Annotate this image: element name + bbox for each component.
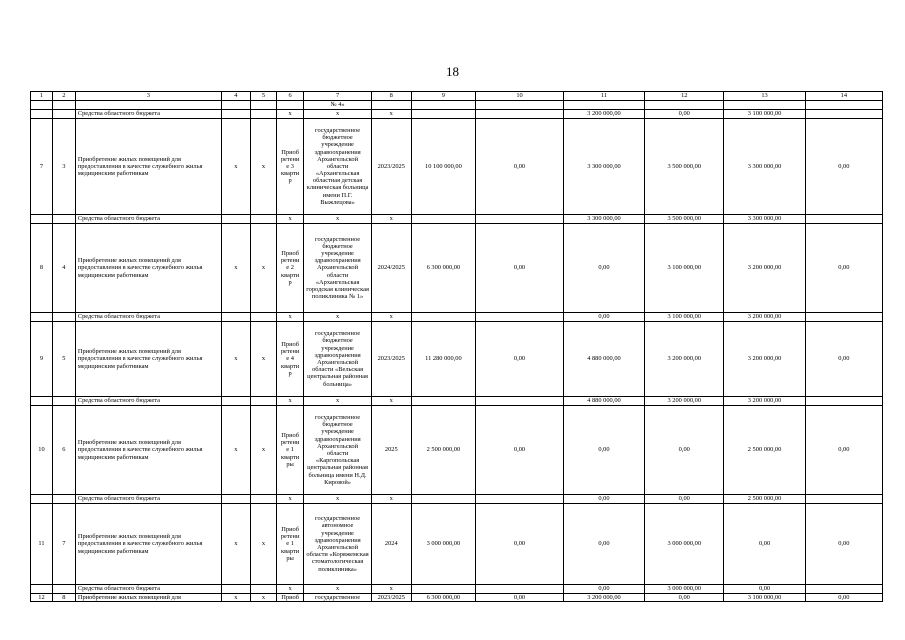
amount-cell: 0,00: [476, 406, 564, 495]
column-number: 5: [251, 92, 277, 101]
amount-cell: 0,00: [476, 594, 564, 602]
amount-cell: 3 000 000,00: [411, 504, 476, 585]
period-cell: 2025: [371, 406, 411, 495]
item-number: 8: [52, 594, 75, 602]
institution-name: государственное бюджетное учреждение здравоохранения Архангельской области «Архангельская городская клиническая поликлиника № 1»: [304, 224, 372, 313]
funding-source-label: Средства областного бюджета: [75, 585, 221, 594]
amount-cell: 3 100 000,00: [724, 110, 805, 119]
row-number: 8: [31, 224, 53, 313]
amount-cell: 4 880 000,00: [563, 322, 644, 397]
period-cell: 2023/2025: [371, 322, 411, 397]
x-marker: х: [304, 215, 372, 224]
x-marker: х: [371, 397, 411, 406]
amount-cell: 0,00: [805, 119, 882, 215]
page-number: 18: [446, 64, 459, 79]
item-number: 6: [52, 406, 75, 495]
x-marker: х: [251, 594, 277, 602]
funding-source-label: Средства областного бюджета: [75, 110, 221, 119]
x-marker: х: [251, 406, 277, 495]
column-number: 3: [75, 92, 221, 101]
item-description: Приобретение жилых помещений для: [75, 594, 221, 602]
table-row: [31, 224, 883, 313]
measure-cell: Приоб: [277, 594, 304, 602]
x-marker: х: [304, 110, 372, 119]
amount-cell: 0,00: [476, 119, 564, 215]
funding-subtotal-row: [31, 110, 883, 119]
column-number: 12: [645, 92, 724, 101]
x-marker: х: [277, 110, 304, 119]
amount-cell: 3 200 000,00: [563, 594, 644, 602]
institution-name: государственное автономное учреждение здравоохранения Архангельской области «Коряжемская стоматологическая поликлиника»: [304, 504, 372, 585]
measure-cell: Приоб ретени е 2 кварти р: [277, 224, 304, 313]
x-marker: х: [251, 119, 277, 215]
x-marker: х: [221, 224, 250, 313]
amount-cell: 3 500 000,00: [645, 215, 724, 224]
x-marker: х: [221, 504, 250, 585]
amount-cell: 3 000 000,00: [645, 504, 724, 585]
amount-cell: 0,00: [645, 594, 724, 602]
funding-source-label: Средства областного бюджета: [75, 495, 221, 504]
column-number: 9: [411, 92, 476, 101]
x-marker: х: [221, 119, 250, 215]
amount-cell: 3 300 000,00: [563, 119, 644, 215]
x-marker: х: [304, 495, 372, 504]
x-marker: х: [371, 585, 411, 594]
funding-subtotal-row: [31, 313, 883, 322]
amount-cell: 6 300 000,00: [411, 594, 476, 602]
amount-cell: 6 300 000,00: [411, 224, 476, 313]
amount-cell: 10 100 000,00: [411, 119, 476, 215]
funding-subtotal-row: [31, 495, 883, 504]
funding-subtotal-row: [31, 397, 883, 406]
table-row: [31, 406, 883, 495]
period-cell: 2024: [371, 504, 411, 585]
amount-cell: 0,00: [563, 585, 644, 594]
amount-cell: 3 200 000,00: [724, 224, 805, 313]
item-description: Приобретение жилых помещений для предоставления в качестве служебного жилья медицинским работникам: [75, 119, 221, 215]
column-number: 14: [805, 92, 882, 101]
row-number: 12: [31, 594, 53, 602]
x-marker: х: [304, 313, 372, 322]
column-number: 11: [563, 92, 644, 101]
amount-cell: 3 300 000,00: [724, 119, 805, 215]
x-marker: х: [251, 224, 277, 313]
amount-cell: 0,00: [805, 322, 882, 397]
amount-cell: 3 200 000,00: [645, 322, 724, 397]
x-marker: х: [221, 322, 250, 397]
amount-cell: 2 500 000,00: [411, 406, 476, 495]
amount-cell: 3 200 000,00: [645, 397, 724, 406]
amount-cell: 0,00: [724, 585, 805, 594]
amount-cell: 0,00: [805, 594, 882, 602]
amount-cell: 2 500 000,00: [724, 495, 805, 504]
amount-cell: 0,00: [476, 322, 564, 397]
funding-subtotal-row: [31, 585, 883, 594]
amount-cell: 0,00: [476, 504, 564, 585]
amount-cell: 4 880 000,00: [563, 397, 644, 406]
amount-cell: 11 280 000,00: [411, 322, 476, 397]
table-row: [31, 504, 883, 585]
column-number: 6: [277, 92, 304, 101]
item-number: 4: [52, 224, 75, 313]
amount-cell: 0,00: [805, 406, 882, 495]
measure-cell: Приоб ретени е 4 кварти р: [277, 322, 304, 397]
institution-continuation: № 4»: [304, 101, 372, 110]
x-marker: х: [371, 313, 411, 322]
amount-cell: 3 500 000,00: [645, 119, 724, 215]
x-marker: х: [221, 594, 250, 602]
x-marker: х: [277, 585, 304, 594]
amount-cell: 3 100 000,00: [645, 224, 724, 313]
amount-cell: 3 200 000,00: [724, 313, 805, 322]
funding-source-label: Средства областного бюджета: [75, 215, 221, 224]
amount-cell: 3 000 000,00: [645, 585, 724, 594]
item-description: Приобретение жилых помещений для предоставления в качестве служебного жилья медицинским работникам: [75, 406, 221, 495]
x-marker: х: [277, 215, 304, 224]
column-number: 2: [52, 92, 75, 101]
budget-table: [30, 91, 883, 602]
table-row: [31, 594, 883, 602]
column-number: 1: [31, 92, 53, 101]
amount-cell: 0,00: [805, 224, 882, 313]
amount-cell: 0,00: [563, 406, 644, 495]
amount-cell: 0,00: [645, 495, 724, 504]
amount-cell: 0,00: [563, 313, 644, 322]
item-number: 5: [52, 322, 75, 397]
amount-cell: 0,00: [645, 406, 724, 495]
amount-cell: 0,00: [805, 504, 882, 585]
column-number: 7: [304, 92, 372, 101]
item-number: 7: [52, 504, 75, 585]
x-marker: х: [371, 110, 411, 119]
table-row: [31, 322, 883, 397]
continuation-row: [31, 101, 883, 110]
x-marker: х: [277, 313, 304, 322]
column-number: 13: [724, 92, 805, 101]
measure-cell: Приоб ретени е 1 кварти ры: [277, 406, 304, 495]
x-marker: х: [221, 406, 250, 495]
x-marker: х: [277, 397, 304, 406]
amount-cell: 0,00: [476, 224, 564, 313]
amount-cell: 0,00: [724, 504, 805, 585]
x-marker: х: [371, 215, 411, 224]
amount-cell: 3 300 000,00: [563, 215, 644, 224]
measure-cell: Приоб ретени е 1 кварти ры: [277, 504, 304, 585]
amount-cell: 0,00: [563, 504, 644, 585]
amount-cell: 3 100 000,00: [724, 594, 805, 602]
institution-name: государственное бюджетное учреждение здравоохранения Архангельской области «Каргопольская центральная районная больница имени Н.Д. Кировой»: [304, 406, 372, 495]
period-cell: 2024/2025: [371, 224, 411, 313]
amount-cell: 0,00: [645, 110, 724, 119]
item-number: 3: [52, 119, 75, 215]
column-number: 4: [221, 92, 250, 101]
x-marker: х: [304, 585, 372, 594]
column-number: 10: [476, 92, 564, 101]
x-marker: х: [251, 322, 277, 397]
row-number: 10: [31, 406, 53, 495]
row-number: 11: [31, 504, 53, 585]
table-row: [31, 119, 883, 215]
row-number: 9: [31, 322, 53, 397]
funding-source-label: Средства областного бюджета: [75, 313, 221, 322]
item-description: Приобретение жилых помещений для предоставления в качестве служебного жилья медицинским работникам: [75, 224, 221, 313]
item-description: Приобретение жилых помещений для предоставления в качестве служебного жилья медицинским работникам: [75, 322, 221, 397]
column-number: 8: [371, 92, 411, 101]
funding-subtotal-row: [31, 215, 883, 224]
x-marker: х: [251, 504, 277, 585]
institution-name: государственное бюджетное учреждение здравоохранения Архангельской области «Вельская центральная районная больница»: [304, 322, 372, 397]
row-number: 7: [31, 119, 53, 215]
amount-cell: 0,00: [563, 495, 644, 504]
institution-name: государственное бюджетное учреждение здравоохранения Архангельской области «Архангельская областная детская клиническая больница имени П.Г. Выжлецова»: [304, 119, 372, 215]
column-numbers-row: [31, 92, 883, 101]
amount-cell: 2 500 000,00: [724, 406, 805, 495]
x-marker: х: [277, 495, 304, 504]
funding-source-label: Средства областного бюджета: [75, 397, 221, 406]
amount-cell: 3 200 000,00: [724, 322, 805, 397]
amount-cell: 3 200 000,00: [724, 397, 805, 406]
institution-name: государственное: [304, 594, 372, 602]
amount-cell: 0,00: [563, 224, 644, 313]
x-marker: х: [371, 495, 411, 504]
period-cell: 2023/2025: [371, 119, 411, 215]
amount-cell: 3 300 000,00: [724, 215, 805, 224]
x-marker: х: [304, 397, 372, 406]
amount-cell: 3 100 000,00: [645, 313, 724, 322]
item-description: Приобретение жилых помещений для предоставления в качестве служебного жилья медицинским работникам: [75, 504, 221, 585]
amount-cell: 3 200 000,00: [563, 110, 644, 119]
period-cell: 2023/2025: [371, 594, 411, 602]
measure-cell: Приоб ретени е 3 кварти р: [277, 119, 304, 215]
